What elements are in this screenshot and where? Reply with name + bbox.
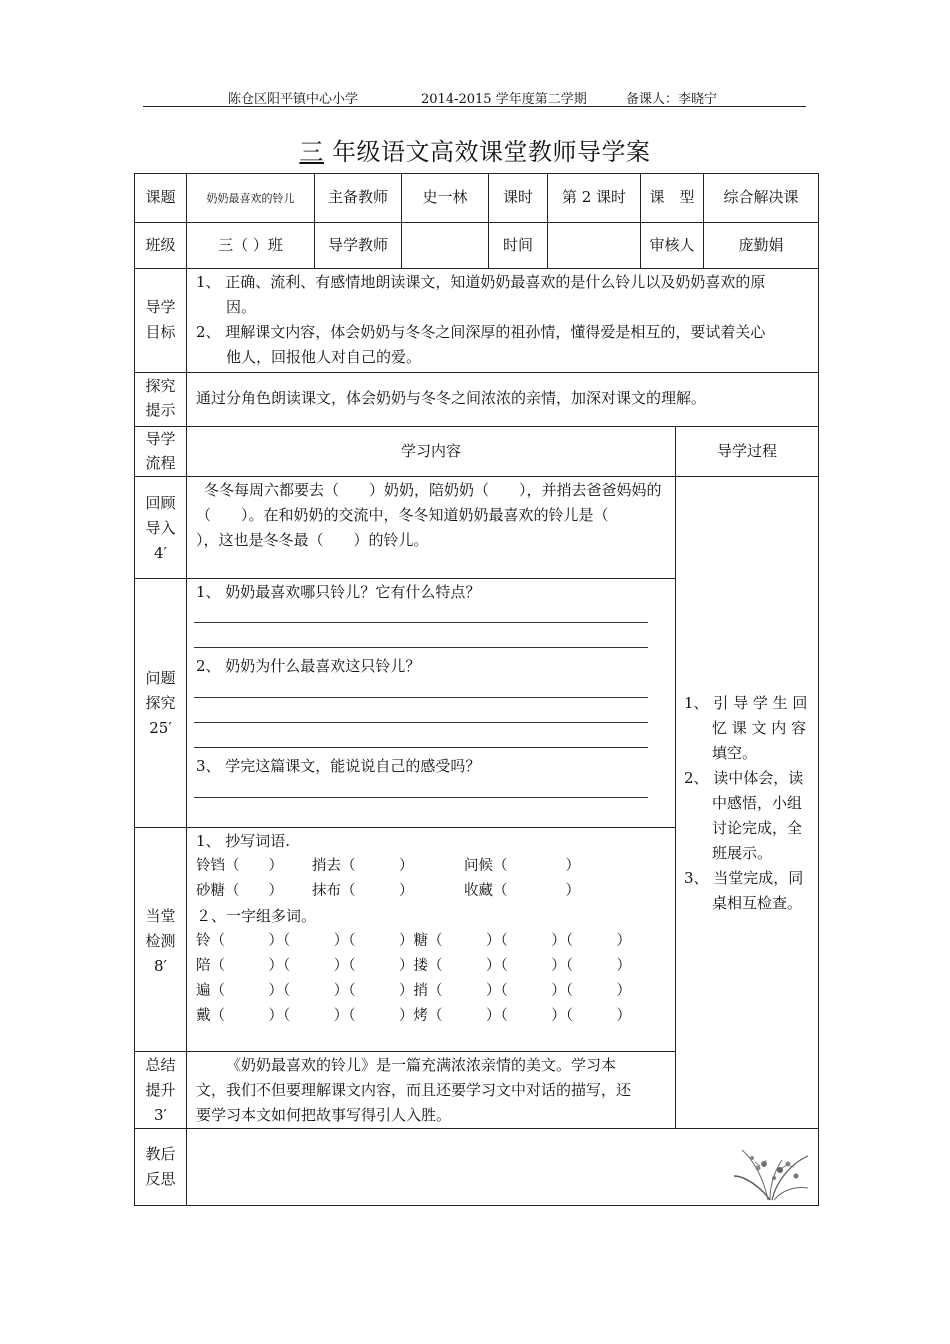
answer-line[interactable] <box>194 722 648 723</box>
answer-line[interactable] <box>194 797 648 798</box>
question-3: 3、 学完这篇课文，能说说自己的感受吗？ <box>196 757 481 775</box>
hint-label-2: 提示 <box>145 401 176 419</box>
page-header <box>143 88 806 107</box>
reflection-label-2: 反思 <box>145 1170 176 1188</box>
summary-label-3: 3′ <box>154 1106 167 1124</box>
word-item: 砂糖（ ） <box>196 883 283 899</box>
orchid-icon <box>730 1146 810 1202</box>
test-part-1-title: 1、 抄写词语. <box>196 832 291 850</box>
goal-1-line-2: 因。 <box>226 298 257 316</box>
summary-label-1: 总结 <box>145 1056 176 1074</box>
school-name: 陈仓区阳平镇中心小学 <box>228 92 359 107</box>
explore-label-3: 25′ <box>149 719 172 737</box>
process-2-line-2: 中感悟，小组 <box>712 794 803 812</box>
process-2-line-3: 讨论完成，全 <box>712 819 803 837</box>
word-item: 收藏（ ） <box>464 883 580 899</box>
test-label-1: 当堂 <box>145 907 176 925</box>
reviewer-label: 审核人 <box>649 236 695 254</box>
class-label: 班级 <box>145 236 176 254</box>
review-line-3: ），这也是冬冬最（ ）的铃儿。 <box>196 531 429 549</box>
reflection-label-1: 教后 <box>145 1145 176 1163</box>
process-1-line-2: 忆 课 文 内 容 <box>712 719 807 737</box>
test-label-3: 8′ <box>154 957 167 975</box>
goals-label-2: 目标 <box>145 323 176 341</box>
process-1-line-3: 填空。 <box>712 744 758 762</box>
process-2-line-4: 班展示。 <box>712 844 773 862</box>
question-2: 2、 奶奶为什么最喜欢这只铃儿？ <box>196 657 421 675</box>
answer-line[interactable] <box>194 647 648 648</box>
summary-label-2: 提升 <box>145 1081 176 1099</box>
type-value: 综合解决课 <box>723 188 799 206</box>
topic-label: 课题 <box>145 188 176 206</box>
answer-line[interactable] <box>194 622 648 623</box>
word-group-row: 戴（ ）（ ）（ ）烤（ ）（ ）（ ） <box>196 1008 631 1024</box>
word-item: 捎去（ ） <box>312 858 414 874</box>
summary-line-3: 要学习本文如何把故事写得引人入胜。 <box>196 1106 452 1124</box>
word-item: 铃铛（ ） <box>196 858 283 874</box>
hint-label-1: 探究 <box>145 377 176 395</box>
summary-line-2: 文，我们不但要理解课文内容，而且还要学习文中对话的描写，还 <box>196 1081 632 1099</box>
title-grade: 三 <box>299 138 324 166</box>
period-label: 课时 <box>502 188 533 206</box>
test-part-2-title: ２、一字组多词。 <box>196 907 317 925</box>
title-rest: 年级语文高效课堂教师导学案 <box>332 138 651 166</box>
guide-teacher-label: 导学教师 <box>327 236 388 254</box>
question-1: 1、 奶奶最喜欢哪只铃儿？它有什么特点？ <box>196 583 481 601</box>
word-item: 问候（ ） <box>464 858 580 874</box>
word-group-row: 陪（ ）（ ）（ ）搂（ ）（ ）（ ） <box>196 958 631 974</box>
word-item: 抹布（ ） <box>312 883 414 899</box>
page-title <box>0 132 950 167</box>
reviewer-value: 庞勤娟 <box>738 236 784 254</box>
process-1-line-1: 1、 引 导 学 生 回 <box>684 694 808 712</box>
main-teacher-label: 主备教师 <box>327 188 388 206</box>
flow-label-2: 流程 <box>145 454 176 472</box>
content-header: 学习内容 <box>400 442 461 460</box>
goal-1-line-1: 1、 正确、流利、有感情地朗读课文，知道奶奶最喜欢的是什么铃儿以及奶奶喜欢的原 <box>196 273 766 291</box>
explore-label-2: 探究 <box>145 694 176 712</box>
type-label: 课 型 <box>649 188 695 206</box>
flow-label-1: 导学 <box>145 430 176 448</box>
word-group-row: 铃（ ）（ ）（ ）糖（ ）（ ）（ ） <box>196 933 631 949</box>
review-line-1: 冬冬每周六都要去（ ）奶奶，陪奶奶（ ），并捎去爸爸妈妈的 <box>204 481 662 499</box>
process-2-line-1: 2、 读中体会，读 <box>684 769 804 787</box>
test-label-2: 检测 <box>145 932 176 950</box>
period-value: 第 2 课时 <box>561 188 627 206</box>
process-header: 导学过程 <box>716 442 777 460</box>
class-value: 三（ ）班 <box>218 236 283 254</box>
topic-value: 奶奶最喜欢的铃儿 <box>206 192 295 205</box>
school-term: 2014-2015 学年度第二学期 <box>421 92 587 107</box>
process-3-line-1: 3、 当堂完成，同 <box>684 869 804 887</box>
review-label-2: 导入 <box>145 519 176 537</box>
explore-label-1: 问题 <box>145 669 176 687</box>
answer-line[interactable] <box>194 697 648 698</box>
word-group-row: 遍（ ）（ ）（ ）捎（ ）（ ）（ ） <box>196 983 631 999</box>
hint-text: 通过分角色朗读课文，体会奶奶与冬冬之间浓浓的亲情，加深对课文的理解。 <box>196 389 707 407</box>
review-label-1: 回顾 <box>145 494 176 512</box>
summary-line-1: 《奶奶最喜欢的铃儿》是一篇充满浓浓亲情的美文。学习本 <box>226 1056 617 1074</box>
answer-line[interactable] <box>194 747 648 748</box>
preparer: 备课人：李晓宁 <box>626 92 718 107</box>
goal-2-line-2: 他人，回报他人对自己的爱。 <box>226 348 422 366</box>
goal-2-line-1: 2、 理解课文内容，体会奶奶与冬冬之间深厚的祖孙情，懂得爱是相互的，要试着关心 <box>196 323 766 341</box>
time-label: 时间 <box>502 236 533 254</box>
process-3-line-2: 桌相互检查。 <box>712 894 803 912</box>
goals-label-1: 导学 <box>145 298 176 316</box>
review-line-2: （ ）。在和奶奶的交流中，冬冬知道奶奶最喜欢的铃儿是（ <box>196 506 609 524</box>
review-label-3: 4′ <box>154 544 167 562</box>
main-teacher-value: 史一林 <box>422 188 468 206</box>
